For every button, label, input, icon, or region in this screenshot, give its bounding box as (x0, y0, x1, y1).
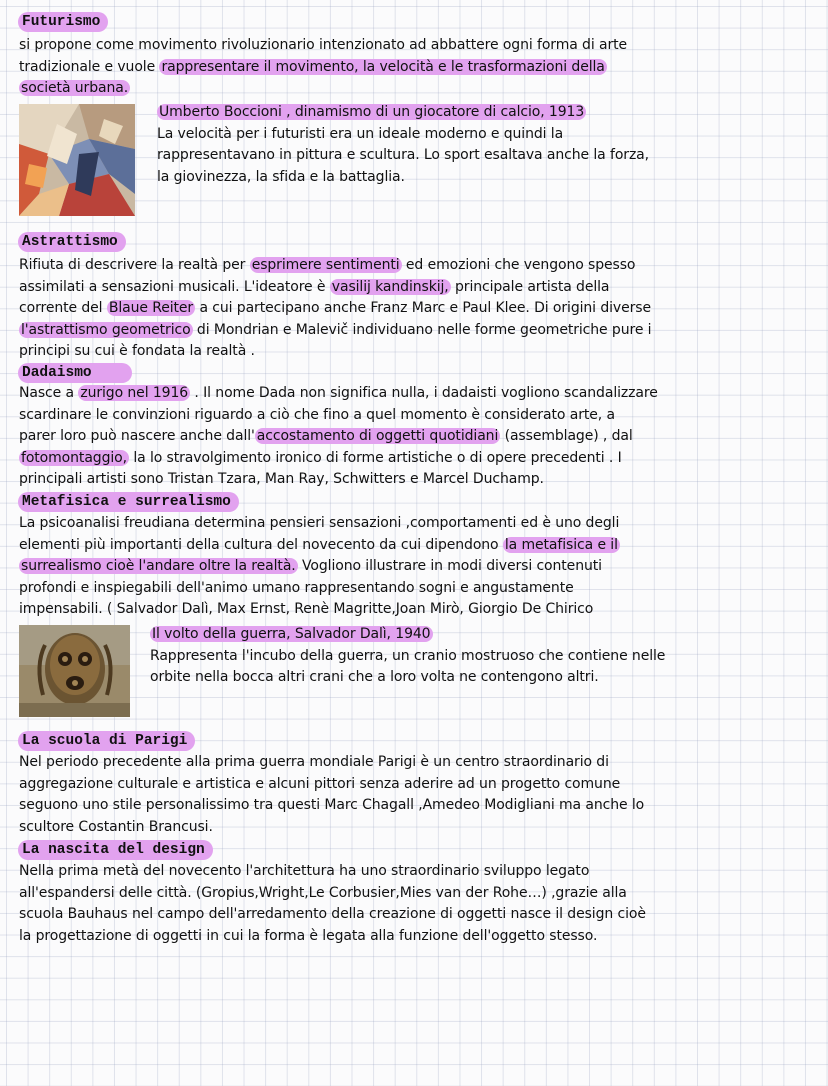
text-segment: a cui partecipano anche Franz Marc e Paul Klee. Di origini diverse (195, 300, 651, 317)
text-segment: scuola Bauhaus nel campo dell'arredamento della creazione di oggetti nasce il design cioè (19, 906, 646, 923)
text-segment: La psicoanalisi freudiana determina pensieri sensazioni ,comportamenti ed è uno degli (19, 515, 620, 531)
highlighted-text: vasilij kandinskij, (331, 278, 449, 295)
text-segment: parer loro può nascere anche dall' (19, 428, 255, 445)
text-line (19, 383, 658, 405)
futurismo-text (19, 35, 627, 100)
text-segment: scardinare le convinzioni riguardo a ciò che fino a quel momento è considerato arte, a (19, 406, 615, 423)
text-segment: si propone come movimento rivoluzionario intenzionato ad abbattere ogni forma di arte (19, 37, 628, 53)
text-segment: Nel periodo precedente alla prima guerra mondiale Parigi è un centro straordinario di (19, 754, 609, 770)
text-line (19, 883, 646, 905)
section-title-astrattismo: Astrattismo (18, 232, 126, 252)
text-segment: ed emozioni che vengono spesso (401, 257, 636, 273)
text-line (19, 320, 651, 342)
text-line (19, 861, 646, 883)
metafisica-figure-block (150, 624, 665, 689)
design-text (19, 861, 646, 947)
section-title-metafisica: Metafisica e surrealismo (18, 492, 239, 512)
highlighted-text: esprimere sentimenti (251, 257, 400, 273)
text-segment: la progettazione di oggetti in cui la forma è legata alla funzione dell'oggetto stesso. (19, 927, 598, 944)
text-segment: impensabili. ( Salvador Dalì, Max Ernst, Renè Magritte,Joan Mirò, Giorgio De Chirico (19, 601, 594, 618)
text-segment: . Il nome Dada non significa nulla, i dadaisti vogliono scandalizzare (190, 385, 658, 401)
text-line (19, 926, 646, 948)
text-segment: di Mondrian e Malevič individuano nelle forme geometriche pure i (192, 321, 652, 338)
text-line (19, 578, 620, 600)
text-line: la giovinezza, la sfida e la battaglia. (157, 168, 405, 185)
highlighted-text: l'astrattismo geometrico (21, 321, 191, 338)
text-line (19, 426, 658, 448)
text-line (19, 57, 627, 79)
text-segment: principali artisti sono Tristan Tzara, Man Ray, Schwitters e Marcel Duchamp. (19, 471, 544, 488)
metafisica-text (19, 513, 620, 621)
dadaismo-text (19, 383, 658, 491)
futurismo-figure-caption: Umberto Boccioni , dinamismo di un giocatore di calcio, 1913 (159, 104, 585, 120)
text-line (19, 904, 646, 926)
highlighted-text: rappresentare il movimento, la velocità e le trasformazioni della (161, 58, 605, 75)
text-segment: la lo stravolgimento ironico di forme artistiche o di opere precedenti . I (128, 449, 622, 466)
text-line (19, 448, 658, 470)
futurismo-figure-block (157, 102, 649, 188)
text-line (19, 774, 644, 796)
text-segment: assimilati a sensazioni musicali. L'ideatore è (19, 278, 330, 295)
highlighted-text: società urbana. (21, 80, 129, 97)
text-line (19, 795, 644, 817)
dali-painting-image (19, 625, 130, 717)
text-line (19, 556, 620, 578)
text-line (19, 277, 651, 299)
text-segment: all'espandersi delle città. (Gropius,Wright,Le Corbusier,Mies van der Rohe…) ,grazie alla (19, 884, 627, 901)
text-segment: scultore Costantin Brancusi. (19, 818, 213, 835)
futurismo-figure-description (157, 124, 649, 189)
highlighted-text: fotomontaggio, (21, 449, 127, 466)
highlighted-text: zurigo nel 1916 (80, 385, 189, 401)
text-segment: tradizionale e vuole (19, 58, 160, 75)
text-segment: Vogliono illustrare in modi diversi contenuti (297, 558, 602, 575)
text-line (19, 255, 651, 277)
section-title-design: La nascita del design (18, 840, 213, 860)
highlighted-text: Blaue Reiter (108, 300, 194, 317)
text-line (19, 341, 651, 363)
highlighted-text: la metafisica e il (504, 536, 618, 553)
parigi-text (19, 752, 644, 838)
text-line (19, 78, 627, 100)
section-title-dadaismo: Dadaismo (18, 363, 132, 383)
text-segment: Nasce a (19, 385, 79, 401)
highlighted-text: accostamento di oggetti quotidiani (256, 428, 499, 445)
section-title-parigi: La scuola di Parigi (18, 731, 195, 751)
text-segment: seguono uno stile personalissimo tra questi Marc Chagall ,Amedeo Modigliani ma anche lo (19, 797, 645, 814)
text-segment: Rifiuta di descrivere la realtà per (19, 257, 250, 273)
text-line (19, 752, 644, 774)
text-line: rappresentavano in pittura e scultura. Lo sport esaltava anche la forza, (157, 147, 650, 164)
text-segment: aggregazione culturale e artistica e alcuni pittori senza aderire ad un progetto comune (19, 775, 621, 792)
text-segment: (assemblage) , dal (500, 428, 633, 445)
astrattismo-text (19, 255, 651, 363)
text-line: Rappresenta l'incubo della guerra, un cranio mostruoso che contiene nelle (150, 647, 666, 664)
text-segment: corrente del (19, 300, 107, 317)
text-line (19, 535, 620, 557)
text-line (19, 817, 644, 839)
text-segment: principale artista della (450, 278, 610, 295)
text-line (19, 405, 658, 427)
text-line: orbite nella bocca altri crani che a loro volta ne contengono altri. (150, 669, 599, 686)
text-segment: profondi e inspiegabili dell'animo umano rappresentando sogni e angustamente (19, 579, 574, 596)
text-segment: Nella prima metà del novecento l'architettura ha uno straordinario sviluppo legato (19, 863, 590, 879)
text-line: La velocità per i futuristi era un ideale moderno e quindi la (157, 125, 564, 142)
text-line (19, 469, 658, 491)
metafisica-figure-description (150, 646, 665, 689)
text-line (19, 35, 627, 57)
text-segment: principi su cui è fondata la realtà . (19, 343, 255, 360)
boccioni-painting-image (19, 104, 135, 216)
text-line (19, 599, 620, 621)
text-line (19, 298, 651, 320)
section-title-futurismo: Futurismo (18, 12, 108, 32)
text-segment: elementi più importanti della cultura del novecento da cui dipendono (19, 536, 503, 553)
text-line (19, 513, 620, 535)
metafisica-figure-caption: Il volto della guerra, Salvador Dalì, 1940 (152, 626, 431, 642)
highlighted-text: surrealismo cioè l'andare oltre la realtà. (21, 558, 296, 575)
